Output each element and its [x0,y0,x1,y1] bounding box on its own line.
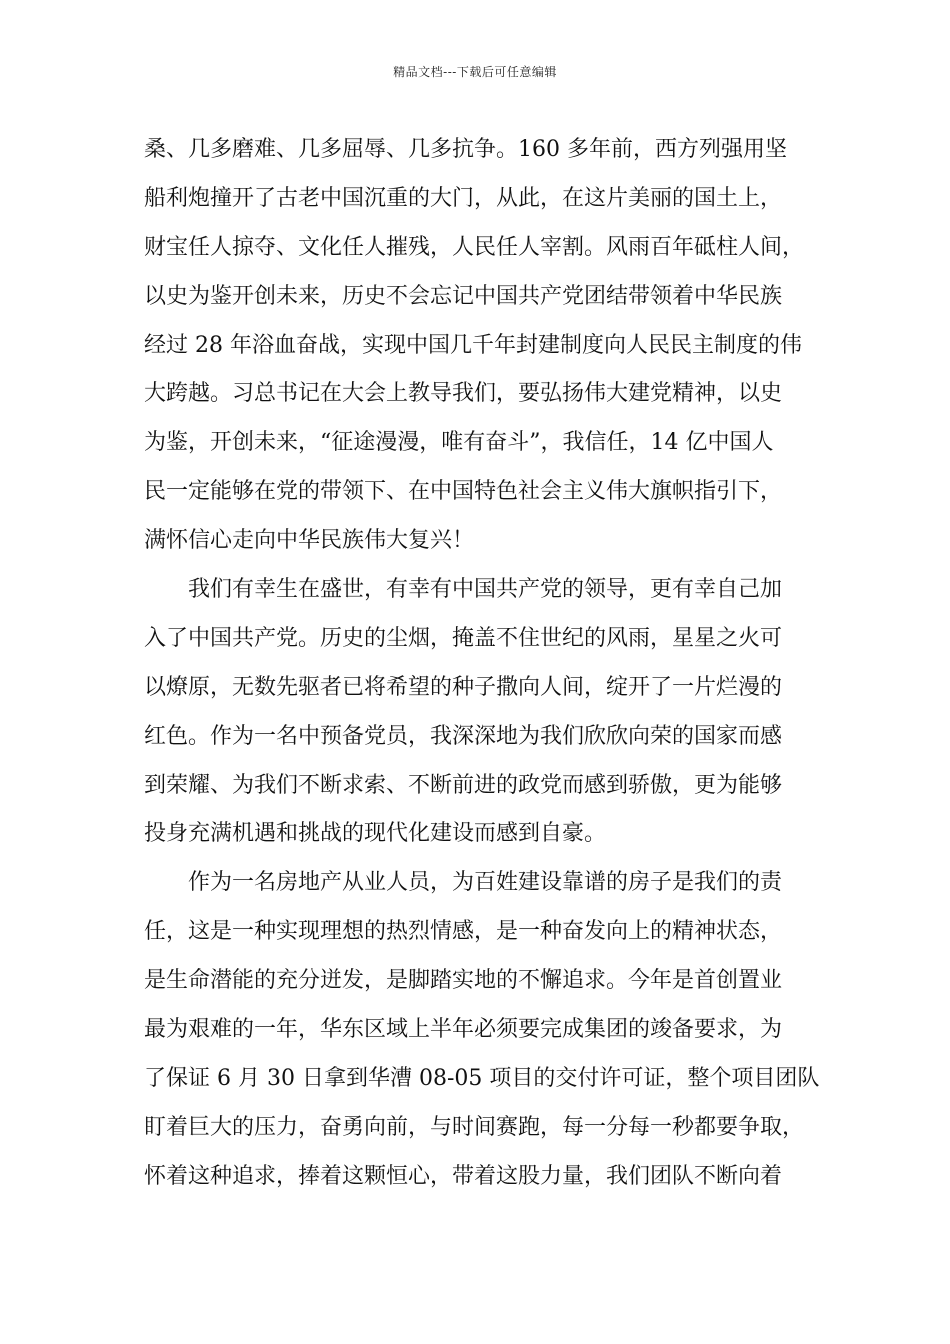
text-line: 桑、几多磨难、几多屈辱、几多抗争。160 多年前，西方列强用坚 [144,137,787,162]
text-line: 入了中国共产党。历史的尘烟，掩盖不住世纪的风雨，星星之火可 [144,625,783,651]
paragraph-2 [144,566,828,859]
text-line: 红色。作为一名中预备党员，我深深地为我们欣欣向荣的国家而感 [144,723,783,749]
text-line: 盯着巨大的压力，奋勇向前，与时间赛跑，每一分每一秒都要争取， [144,1114,805,1140]
text-line: 我们有幸生在盛世，有幸有中国共产党的领导，更有幸自己加 [188,577,783,603]
text-line: 财宝任人掠夺、文化任人摧残，人民任人宰割。风雨百年砥柱人间， [144,234,805,260]
text-line: 为鉴，开创未来，“征途漫漫，唯有奋斗”，我信任，14 亿中国人 [144,430,774,456]
text-line: 以燎原，无数先驱者已将希望的种子撒向人间，绽开了一片烂漫的 [144,674,783,700]
text-line: 民一定能够在党的带领下、在中国特色社会主义伟大旗帜指引下， [144,479,783,505]
text-line: 最为艰难的一年，华东区域上半年必须要完成集团的竣备要求，为 [144,1017,783,1043]
text-line: 满怀信心走向中华民族伟大复兴！ [144,528,475,554]
text-line: 了保证 6 月 30 日拿到华漕 08-05 项目的交付许可证，整个项目团队 [144,1065,820,1091]
text-line: 怀着这种追求，捧着这颗恒心，带着这股力量，我们团队不断向着 [144,1163,783,1189]
document-body [144,126,828,1202]
text-line: 船利炮撞开了古老中国沉重的大门，从此，在这片美丽的国土上， [144,185,783,211]
text-line: 任，这是一种实现理想的热烈情感，是一种奋发向上的精神状态， [144,919,783,945]
text-line: 投身充满机遇和挑战的现代化建设而感到自豪。 [144,821,607,847]
paragraph-1 [144,126,828,566]
page-header: 精品文档---下载后可任意编辑 [393,65,557,79]
text-line: 大跨越。习总书记在大会上教导我们，要弘扬伟大建党精神，以史 [144,381,783,407]
text-line: 到荣耀、为我们不断求索、不断前进的政党而感到骄傲，更为能够 [144,772,783,798]
paragraph-3 [144,859,828,1201]
text-line: 作为一名房地产从业人员，为百姓建设靠谱的房子是我们的责 [188,870,783,896]
text-line: 是生命潜能的充分迸发，是脚踏实地的不懈追求。今年是首创置业 [144,968,783,994]
text-line: 以史为鉴开创未来，历史不会忘记中国共产党团结带领着中华民族 [144,283,783,309]
text-line: 经过 28 年浴血奋战，实现中国几千年封建制度向人民民主制度的伟 [144,332,802,358]
